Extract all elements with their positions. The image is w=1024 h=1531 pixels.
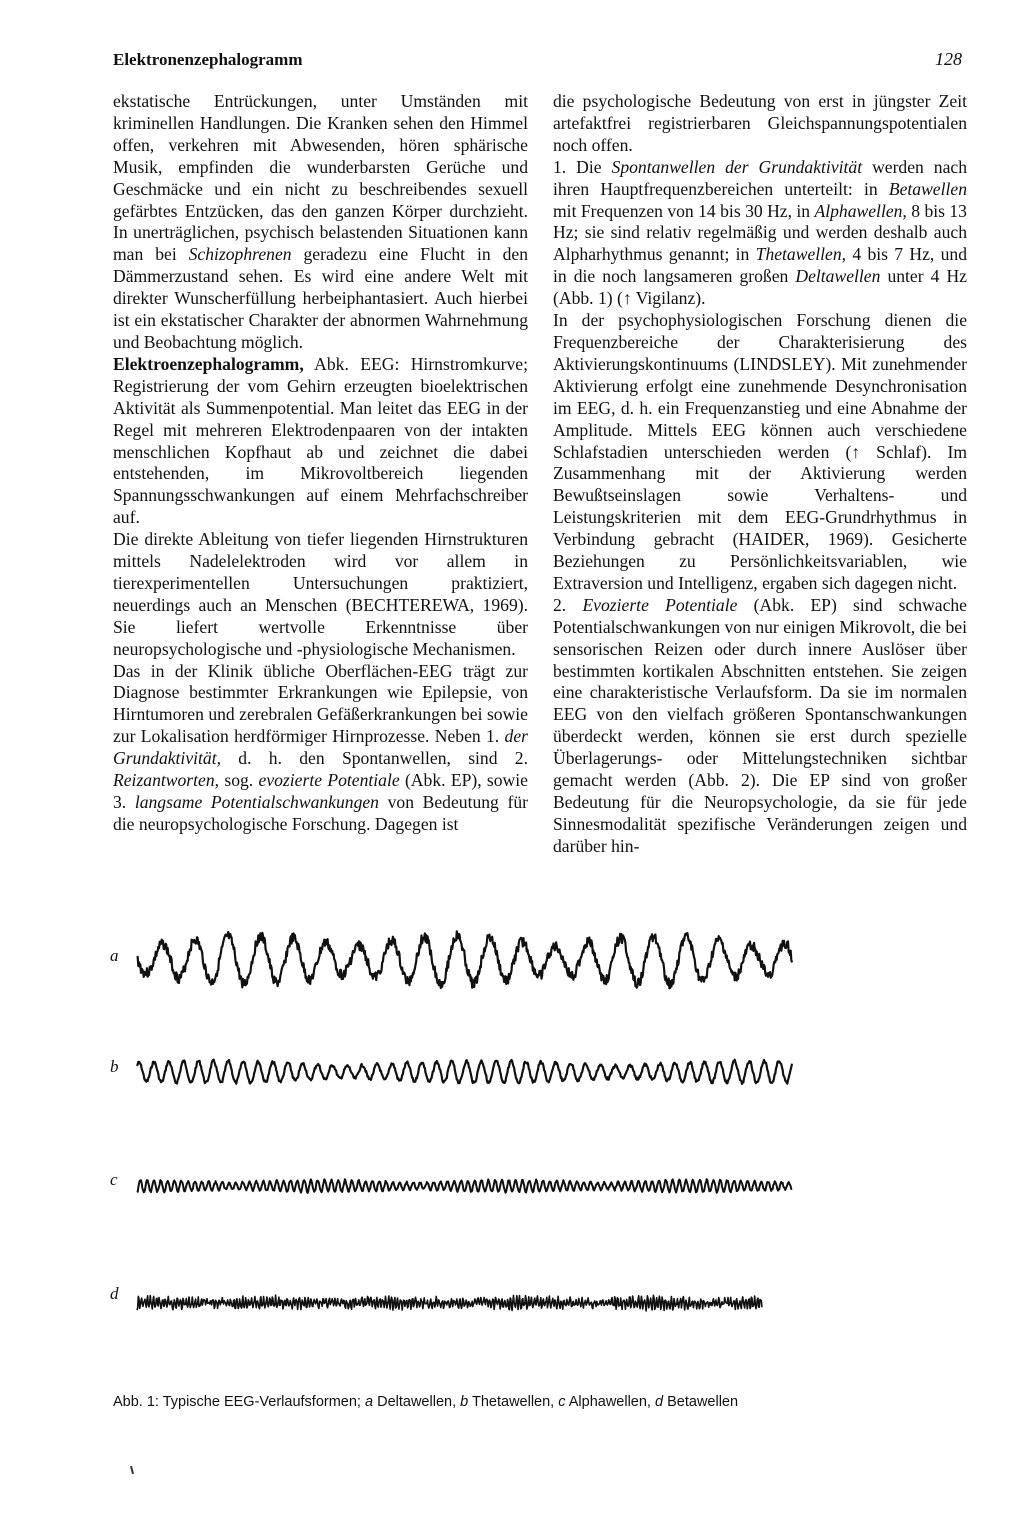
paragraph: ekstatische Entrückungen, unter Umständen mit kriminellen Handlungen. Die Kranken sehen den Himmel offen, verkehren mit Abwesenden, hören sphärische Musik, empfinden die wunderbarsten Gerüche und Geschmäcke und ein nicht zu beschreibendes sexuell gefärbtes Entzücken, das den ganzen Körper durchzieht. In unerträglichen, psychisch belastenden Situationen kann man bei Schizophrenen geradezu eine Flucht in den Dämmerzustand sehen. Es wird eine andere Welt mit direkter Wunscherfüllung herbeiphantasiert. Auch hierbei ist ein ekstatischer Charakter der abnormen Wahrnehmung und Beobachtung möglich. [113, 91, 528, 352]
entry-elektroenzephalogramm: Elektroenzephalogramm, Abk. EEG: Hirnstromkurve; Registrierung der vom Gehirn erzeugten bioelektrischen Aktivität als Summenpotential. Man leitet das EEG in der Regel mit mehreren Elektrodenpaaren von der intakten menschlichen Kopfhaut ab und zeichnet die dabei entstehenden, im Mikrovoltbereich liegenden Spannungsschwankungen auf einem Mehrfachschreiber auf. [113, 353, 528, 528]
entry-term: Elektroenzephalogramm, [113, 353, 304, 374]
paragraph: 2. Evozierte Potentiale (Abk. EP) sind schwache Potentialschwankungen von nur einigen Mikrovolt, die bei sensorischen Reizen oder durch innere Auslöser über bestimmten kortikalen Abschnitten entstehen. Sie zeigen eine charakteristische Verlaufsform. Da sie im normalen EEG von den vielfach größeren Spontanschwankungen überdeckt werden, können sie erst durch spezielle Überlagerungs- oder Mittelungstechniken sichtbar gemacht werden (Abb. 2). Die EP sind von großer Bedeutung für die Neuropsychologie, da sie für jede Sinnesmodalität spezifische Veränderungen zeigen und darüber hin- [553, 594, 967, 856]
paragraph: 1. Die Spontanwellen der Grundaktivität werden nach ihren Hauptfrequenzbereichen unterteilt: in Betawellen mit Frequenzen von 14 bis 30 Hz, in Alphawellen, 8 bis 13 Hz; sie sind relativ regelmäßig und werden deshalb auch Alpharhythmus genannt; in Thetawellen, 4 bis 7 Hz, und in die noch langsameren großen Deltawellen unter 4 Hz (Abb. 1) (↑ Vigilanz). [553, 156, 968, 309]
eeg-figure [0, 915, 1024, 1385]
running-header-title: Elektronenzephalogramm [113, 50, 303, 69]
trace-label-c: c [110, 1170, 118, 1189]
eeg-trace-delta [137, 931, 792, 988]
paragraph: In der psychophysiologischen Forschung dienen die Frequenzbereiche der Charakterisierung des Aktivierungskontinuums (LINDSLEY). Mit zunehmender Aktivierung erfolgt eine zunehmende Desynchronisation im EEG, d. h. ein Frequenzanstieg und eine Abnahme der Amplitude. Mittels EEG können auch verschiedene Schlafstadien unterschieden werden (↑ Schlaf). Im Zusammenhang mit der Aktivierung werden Bewußtseinslagen sowie Verhaltens- und Leistungskriterien mit dem EEG-Grundrhythmus in Verbindung gebracht (HAIDER, 1969). Gesicherte Beziehungen zu Persönlichkeitsvariablen, wie Extraversion und Intelligenz, ergaben sich dagegen nicht. [553, 310, 967, 593]
trace-label-b: b [110, 1057, 119, 1076]
eeg-trace-alpha [137, 1179, 792, 1193]
paragraph: Die direkte Ableitung von tiefer liegenden Hirnstrukturen mittels Nadelelektroden wird vor allem in tierexperimentellen Untersuchungen praktiziert, neuerdings auch an Menschen (BECHTEREWA, 1969). Sie liefert wertvolle Erkenntnisse über neuropsychologische und -physiologische Mechanismen. [113, 529, 528, 659]
stray-mark [130, 1466, 134, 1474]
figure-caption: Abb. 1: Typische EEG-Verlaufsformen; a Deltawellen, b Thetawellen, c Alphawellen, d Betawellen [113, 1394, 739, 1410]
trace-label-a: a [110, 946, 119, 965]
trace-label-d: d [110, 1284, 119, 1303]
eeg-trace-theta [137, 1060, 792, 1084]
right-column [553, 91, 967, 858]
paragraph: die psychologische Bedeutung von erst in jüngster Zeit artefaktfrei registrierbaren Gleichspannungspotentialen noch offen. [553, 91, 967, 155]
paragraph: Das in der Klinik übliche Oberflächen-EEG trägt zur Diagnose bestimmter Erkrankungen wie Epilepsie, von Hirntumoren und zerebralen Gefäßerkrankungen bei sowie zur Lokalisation herdförmiger Hirnprozesse. Neben 1. der Grundaktivität, d. h. den Spontanwellen, sind 2. Reizantworten, sog. evozierte Potentiale (Abk. EP), sowie 3. langsame Potentialschwankungen von Bedeutung für die neuropsychologische Forschung. Dagegen ist [113, 660, 528, 834]
eeg-trace-beta [137, 1295, 762, 1311]
left-column [113, 91, 528, 836]
page-number: 128 [935, 49, 962, 69]
